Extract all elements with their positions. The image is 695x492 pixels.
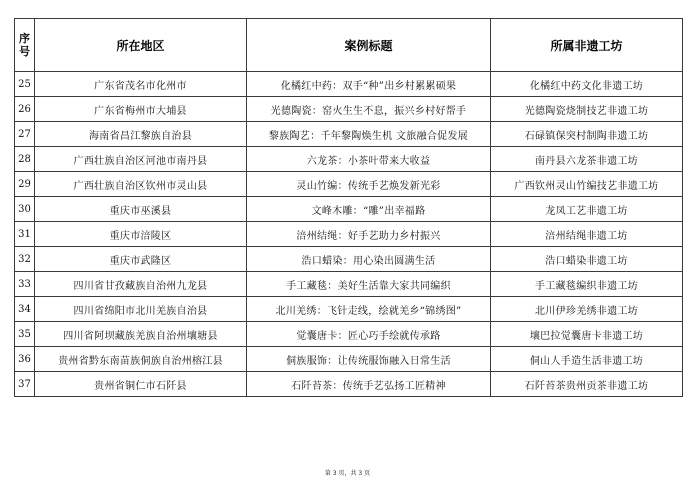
row-title: 六龙茶：小茶叶带来大收益 [247,147,491,172]
header-region: 所在地区 [35,19,247,72]
table-row [15,172,683,197]
row-title: 侗族服饰：让传统服饰融入日常生活 [247,347,491,372]
row-workshop: 北川伊珍羌绣非遗工坊 [491,297,683,322]
row-workshop: 侗山人手造生活非遗工坊 [491,347,683,372]
row-region: 重庆市涪陵区 [35,222,247,247]
row-title: 浩口蜡染：用心染出圆满生活 [247,247,491,272]
header-workshop: 所属非遗工坊 [491,19,683,72]
row-region: 广西壮族自治区钦州市灵山县 [35,172,247,197]
table-row [15,122,683,147]
row-region: 重庆市巫溪县 [35,197,247,222]
row-number: 30 [15,197,35,222]
row-region: 广西壮族自治区河池市南丹县 [35,147,247,172]
table-row [15,147,683,172]
row-title: 光德陶瓷：窑火生生不息，振兴乡村好帮手 [247,97,491,122]
table-row [15,222,683,247]
table-row [15,347,683,372]
table-row [15,197,683,222]
row-number: 36 [15,347,35,372]
row-number: 25 [15,72,35,97]
row-number: 27 [15,122,35,147]
row-number: 37 [15,372,35,397]
row-workshop: 浩口蜡染非遗工坊 [491,247,683,272]
table-row [15,72,683,97]
row-number: 33 [15,272,35,297]
row-number: 31 [15,222,35,247]
row-title: 石阡苔茶：传统手艺弘扬工匠精神 [247,372,491,397]
table-row [15,272,683,297]
row-region: 贵州省铜仁市石阡县 [35,372,247,397]
row-region: 广东省茂名市化州市 [35,72,247,97]
header-row [15,19,683,72]
row-workshop: 涪州结绳非遗工坊 [491,222,683,247]
row-number: 32 [15,247,35,272]
table-row [15,372,683,397]
row-title: 手工藏毯：美好生活靠大家共同编织 [247,272,491,297]
row-region: 海南省昌江黎族自治县 [35,122,247,147]
row-number: 26 [15,97,35,122]
row-region: 广东省梅州市大埔县 [35,97,247,122]
row-title: 文峰木雕：“雕”出幸福路 [247,197,491,222]
table-body [15,72,683,397]
row-title: 灵山竹编：传统手艺焕发新光彩 [247,172,491,197]
table-row [15,247,683,272]
case-table [14,18,683,397]
row-number: 28 [15,147,35,172]
row-workshop: 光德陶瓷烧制技艺非遗工坊 [491,97,683,122]
table-row [15,297,683,322]
row-title: 觉囊唐卡：匠心巧手绘就传承路 [247,322,491,347]
row-workshop: 广西钦州灵山竹编技艺非遗工坊 [491,172,683,197]
row-region: 重庆市武隆区 [35,247,247,272]
page-footer: 第 3 页，共 3 页 [324,470,371,477]
row-title: 黎族陶艺：千年黎陶焕生机 文旅融合促发展 [247,122,491,147]
table-row [15,97,683,122]
row-workshop: 石阡苔茶贵州贡茶非遗工坊 [491,372,683,397]
document-sheet [14,18,682,397]
row-number: 34 [15,297,35,322]
row-workshop: 壤巴拉觉囊唐卡非遗工坊 [491,322,683,347]
header-title: 案例标题 [247,19,491,72]
row-region: 四川省甘孜藏族自治州九龙县 [35,272,247,297]
row-workshop: 化橘红中药文化非遗工坊 [491,72,683,97]
row-workshop: 手工藏毯编织非遗工坊 [491,272,683,297]
table-header [15,19,683,72]
row-region: 四川省绵阳市北川羌族自治县 [35,297,247,322]
row-title: 涪州结绳：好手艺助力乡村振兴 [247,222,491,247]
row-region: 四川省阿坝藏族羌族自治州壤塘县 [35,322,247,347]
row-workshop: 龙凤工艺非遗工坊 [491,197,683,222]
row-number: 35 [15,322,35,347]
header-no: 序号 [15,19,35,72]
row-title: 化橘红中药：双手“种”出乡村累累硕果 [247,72,491,97]
row-workshop: 南丹县六龙茶非遗工坊 [491,147,683,172]
row-region: 贵州省黔东南苗族侗族自治州榕江县 [35,347,247,372]
row-number: 29 [15,172,35,197]
row-title: 北川羌绣：飞针走线，绘就羌乡“锦绣图” [247,297,491,322]
row-workshop: 石碌镇保突村制陶非遗工坊 [491,122,683,147]
table-row [15,322,683,347]
